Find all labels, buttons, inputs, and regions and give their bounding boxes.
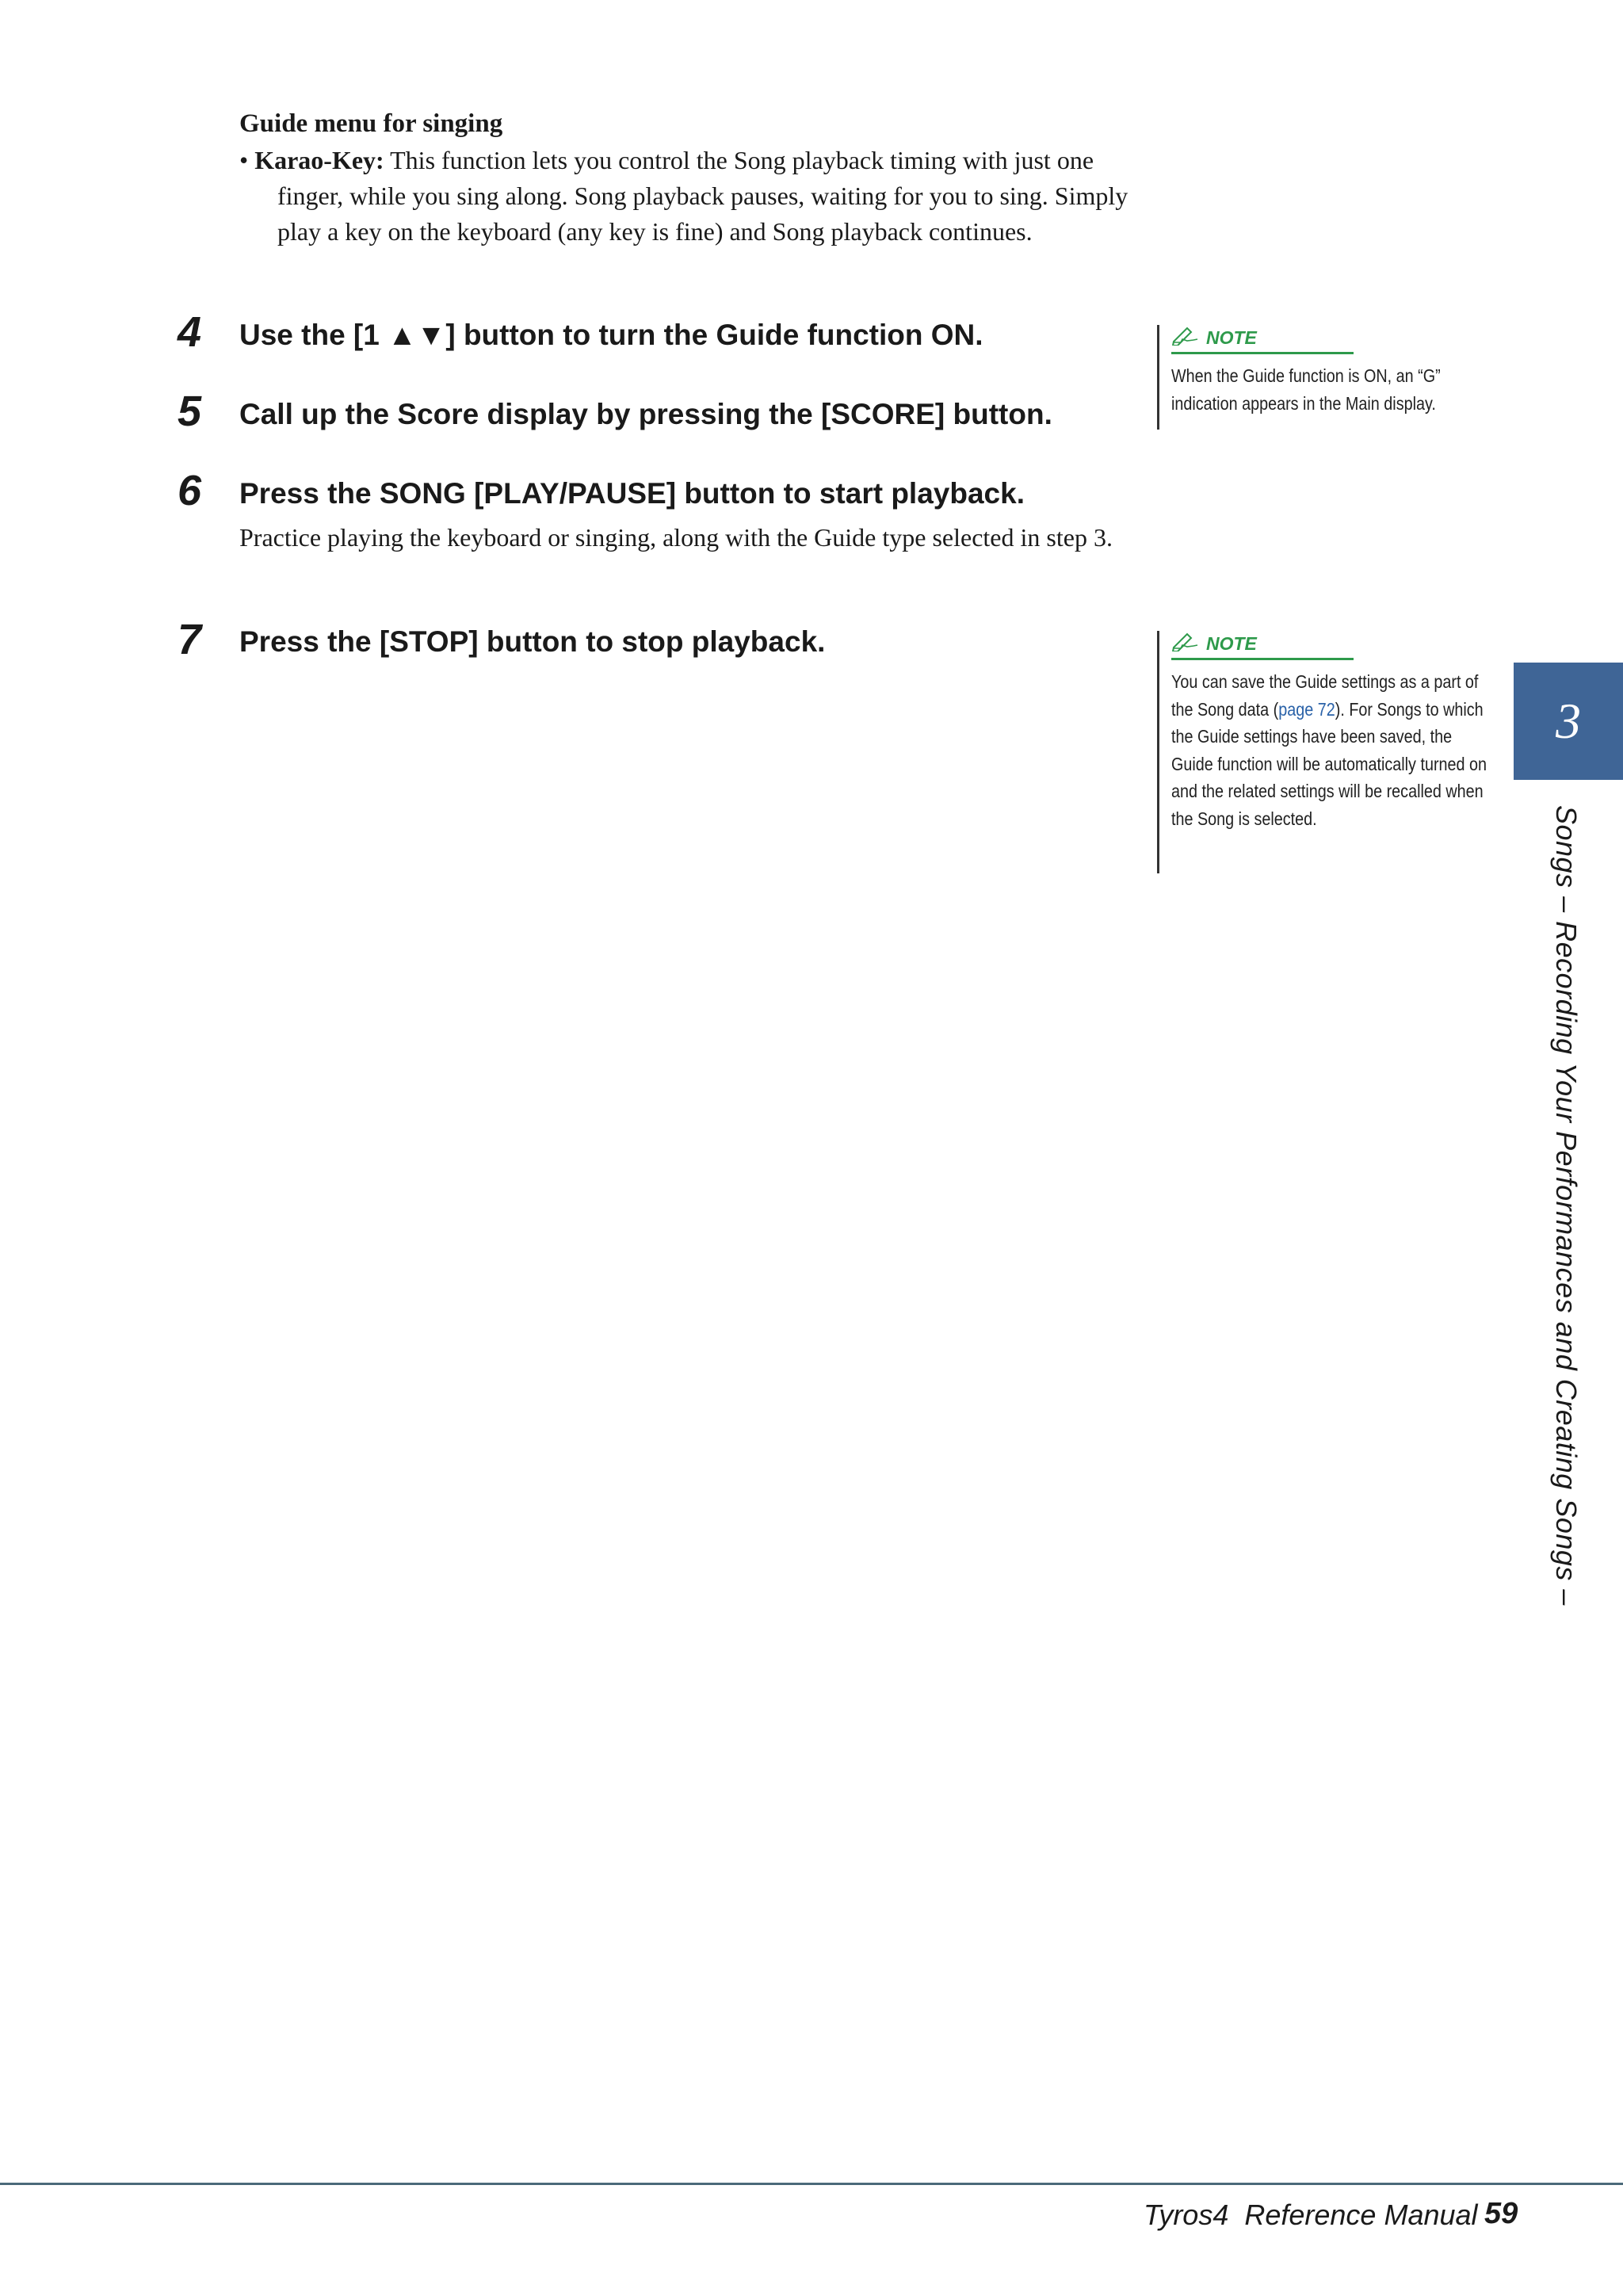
pencil-icon <box>1171 325 1200 350</box>
note-header <box>1171 631 1354 660</box>
step-heading: Use the [1 ▲▼] button to turn the Guide function ON. <box>239 319 983 351</box>
bullet-text: This function lets you control the Song playback timing with just one finger, while you sing along. Song playback pauses, waiting for you to sing. Simply play a key on the keyboard (any key is fine) and Song playback continues. <box>277 146 1128 246</box>
chapter-tab <box>1514 663 1623 780</box>
step-number: 5 <box>178 388 202 435</box>
note-text: When the Guide function is ON, an “G” indication appears in the Main display. <box>1171 365 1441 414</box>
karao-key-bullet: • Karao-Key: This function lets you control the Song playback timing with just one finger, while you sing along. Song playback pauses, waiting for you to sing. Simply play a key on the keyboard (any key is fine) and Song playback continues. <box>239 146 1128 246</box>
footer-rule <box>0 2183 1623 2185</box>
note-header <box>1171 325 1354 354</box>
note-label: NOTE <box>1206 327 1257 348</box>
pencil-icon <box>1171 631 1200 656</box>
step-body: Practice playing the keyboard or singing, along with the Guide type selected in step 3. <box>239 523 1113 552</box>
bullet-term: Karao-Key: <box>254 146 384 174</box>
chapter-number: 3 <box>1556 693 1581 749</box>
step-heading: Press the [STOP] button to stop playback. <box>239 625 826 658</box>
guide-menu-title: Guide menu for singing <box>239 109 503 138</box>
note-text-after: ). For Songs to which the Guide settings have been saved, the Guide function will be automatically turned on and the related settings will be recalled when the Song is selected. <box>1171 698 1487 829</box>
step-heading: Call up the Score display by pressing the [SCORE] button. <box>239 398 1052 430</box>
step-number: 6 <box>178 467 202 514</box>
step-heading: Press the SONG [PLAY/PAUSE] button to start playback. <box>239 477 1025 510</box>
step-number: 7 <box>178 616 202 663</box>
page-number: 59 <box>1484 2197 1518 2230</box>
page-link[interactable]: page 72 <box>1278 698 1335 720</box>
footer-manual-title: Tyros4 Reference Manual <box>1144 2199 1478 2231</box>
note-label: NOTE <box>1206 632 1257 654</box>
note-text <box>1171 668 1491 832</box>
note-box <box>1157 631 1488 873</box>
note-box <box>1157 325 1488 430</box>
chapter-title-vertical: Songs – Recording Your Performances and Creating Songs – <box>1550 805 1583 1606</box>
note-text-before: You can save the Guide settings as a part of the Song data ( <box>1171 671 1479 720</box>
step-number: 4 <box>178 308 202 356</box>
